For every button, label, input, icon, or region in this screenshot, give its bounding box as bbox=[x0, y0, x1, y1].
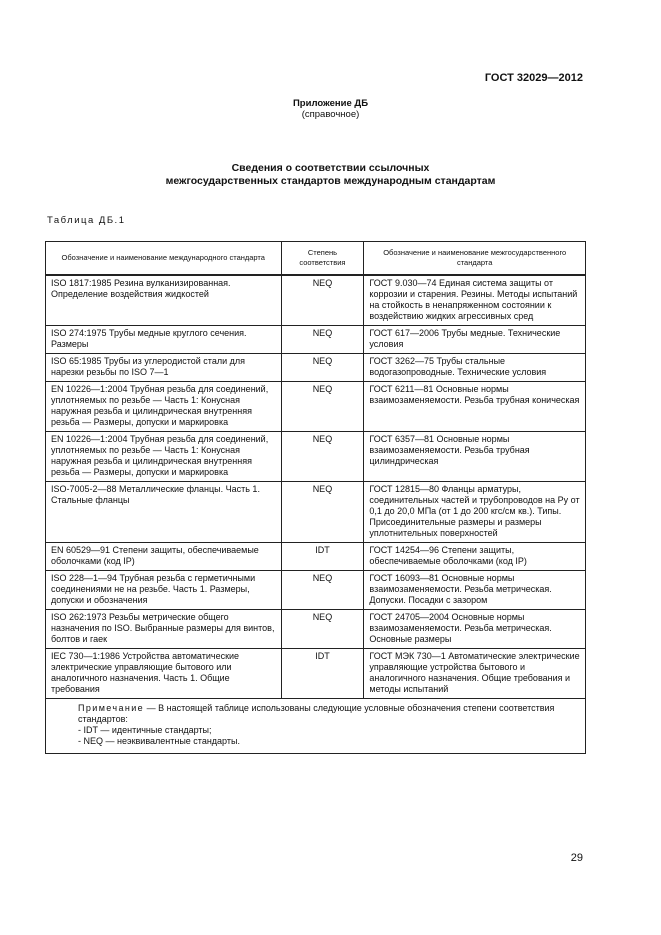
note-item-neq: - NEQ — неэквивалентные стандарты. bbox=[78, 736, 240, 746]
cell-intl: EN 60529—91 Степени защиты, обеспечиваемые оболочками (код IP) bbox=[46, 543, 282, 571]
cell-interstate: ГОСТ 9.030—74 Единая система защиты от коррозии и старения. Резины. Методы испытаний на стойкость в ненапряженном состоянии к воздействию жидких агрессивных сред bbox=[364, 275, 586, 326]
annex-title: Приложение ДБ bbox=[292, 98, 369, 109]
table-row bbox=[46, 326, 586, 354]
cell-degree: NEQ bbox=[281, 275, 364, 326]
note-item-idt: - IDT — идентичные стандарты; bbox=[78, 725, 212, 735]
cell-interstate: ГОСТ 24705—2004 Основные нормы взаимозаменяемости. Резьба метрическая. Основные размеры bbox=[364, 610, 586, 649]
cell-interstate: ГОСТ 14254—96 Степени защиты, обеспечиваемые оболочками (код IP) bbox=[364, 543, 586, 571]
table-note bbox=[46, 699, 586, 754]
note-text-line bbox=[78, 703, 577, 725]
cell-degree: NEQ bbox=[281, 354, 364, 382]
section-title-line2: межгосударственных стандартов международным стандартам bbox=[165, 175, 496, 187]
cell-intl: EN 10226—1:2004 Трубная резьба для соединений, уплотняемых по резьбе — Часть 1: Конусная наружная резьба и цилиндрическая внутренняя резьба — Размеры, допуски и маркировка bbox=[46, 432, 282, 482]
table-note-row bbox=[46, 699, 586, 754]
note-text: — В настоящей таблице использованы следующие условные обозначения степени соответствия стандартов: bbox=[78, 703, 555, 724]
cell-degree: NEQ bbox=[281, 326, 364, 354]
table-header-row bbox=[46, 242, 586, 276]
note-label: Примечание bbox=[78, 703, 145, 713]
cell-degree: NEQ bbox=[281, 571, 364, 610]
table-row bbox=[46, 610, 586, 649]
cell-degree: NEQ bbox=[281, 610, 364, 649]
cell-intl: ISO 274:1975 Трубы медные круглого сечения. Размеры bbox=[46, 326, 282, 354]
header-degree: Степень соответствия bbox=[281, 242, 364, 276]
cell-degree: IDT bbox=[281, 543, 364, 571]
cell-interstate: ГОСТ 12815—80 Фланцы арматуры, соединительных частей и трубопроводов на Ру от 0,1 до 20,0 МПа (от 1 до 200 кгс/см кв.). Типы. Присоединительные размеры и размеры уплотнительных поверхностей bbox=[364, 482, 586, 543]
cell-intl: ISO 228—1—94 Трубная резьба с герметичными соединениями не на резьбе. Часть 1. Размеры, допуски и обозначения bbox=[46, 571, 282, 610]
table-row bbox=[46, 382, 586, 432]
page-number: 29 bbox=[570, 852, 583, 864]
table-row bbox=[46, 354, 586, 382]
table-row bbox=[46, 571, 586, 610]
standard-code: ГОСТ 32029—2012 bbox=[484, 72, 583, 84]
cell-degree: NEQ bbox=[281, 432, 364, 482]
section-title-line1: Сведения о соответствии ссылочных bbox=[231, 162, 430, 174]
cell-intl: IEC 730—1:1986 Устройства автоматические электрические управляющие бытового или аналогичного назначения. Часть 1. Общие требования bbox=[46, 649, 282, 699]
table-row bbox=[46, 275, 586, 326]
cell-intl: EN 10226—1:2004 Трубная резьба для соединений, уплотняемых по резьбе — Часть 1: Конусная наружная резьба и цилиндрическая внутренняя резьба — Размеры, допуски и маркировка bbox=[46, 382, 282, 432]
cell-interstate: ГОСТ 16093—81 Основные нормы взаимозаменяемости. Резьба метрическая. Допуски. Посадки с зазором bbox=[364, 571, 586, 610]
cell-intl: ISO 65:1985 Трубы из углеродистой стали для нарезки резьбы по ISO 7—1 bbox=[46, 354, 282, 382]
cell-intl: ISO 262:1973 Резьбы метрические общего назначения по ISO. Выбранные размеры для винтов, болтов и гаек bbox=[46, 610, 282, 649]
table-row bbox=[46, 482, 586, 543]
cell-intl: ISO 1817:1985 Резина вулканизированная. Определение воздействия жидкостей bbox=[46, 275, 282, 326]
header-interstate-standard: Обозначение и наименование межгосударственного стандарта bbox=[364, 242, 586, 276]
table-row bbox=[46, 543, 586, 571]
cell-interstate: ГОСТ 6211—81 Основные нормы взаимозаменяемости. Резьба трубная коническая bbox=[364, 382, 586, 432]
table-row bbox=[46, 432, 586, 482]
cell-interstate: ГОСТ 3262—75 Трубы стальные водогазопроводные. Технические условия bbox=[364, 354, 586, 382]
cell-degree: IDT bbox=[281, 649, 364, 699]
cell-intl: ISO-7005-2—88 Металлические фланцы. Часть 1. Стальные фланцы bbox=[46, 482, 282, 543]
section-title bbox=[0, 162, 661, 188]
table-caption: Таблица ДБ.1 bbox=[47, 215, 126, 226]
cell-degree: NEQ bbox=[281, 382, 364, 432]
cell-degree: NEQ bbox=[281, 482, 364, 543]
cell-interstate: ГОСТ 6357—81 Основные нормы взаимозаменяемости. Резьба трубная цилиндрическая bbox=[364, 432, 586, 482]
table-row bbox=[46, 649, 586, 699]
cell-interstate: ГОСТ 617—2006 Трубы медные. Технические условия bbox=[364, 326, 586, 354]
annex-subtitle: (справочное) bbox=[301, 109, 360, 120]
annex-heading bbox=[0, 98, 661, 120]
correspondence-table bbox=[45, 241, 586, 754]
header-intl-standard: Обозначение и наименование международного стандарта bbox=[46, 242, 282, 276]
cell-interstate: ГОСТ МЭК 730—1 Автоматические электрические управляющие устройства бытового и аналогичного назначения. Общие требования и методы испытаний bbox=[364, 649, 586, 699]
